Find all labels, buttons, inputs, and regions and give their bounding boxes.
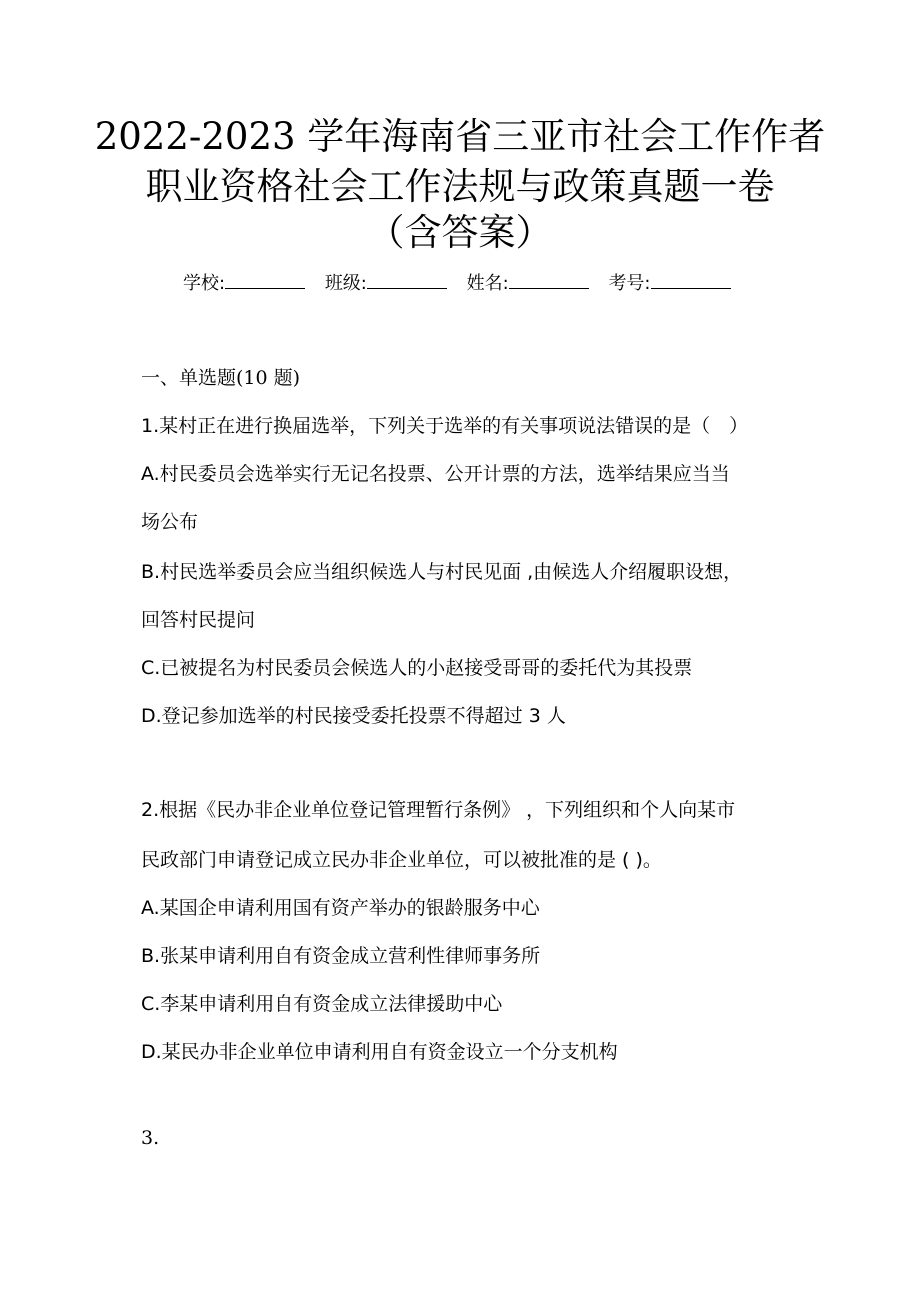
question-1-option-b: B.村民选举委员会应当组织候选人与村民见面 ,由候选人介绍履职设想， [141, 561, 743, 583]
class-blank[interactable] [367, 270, 447, 289]
exam-number-field[interactable] [608, 270, 730, 297]
question-2-stem: 2.根据《民办非企业单位登记管理暂行条例》 ，下列组织和个人向某市 [141, 799, 736, 821]
name-blank[interactable] [509, 270, 589, 289]
class-label: 班级: [324, 273, 367, 294]
exam-number-label: 考号: [608, 273, 651, 294]
document-title-line-1: 2022-2023 学年海南省三亚市社会工作作者 [94, 115, 826, 158]
question-2-option-d: D.某民办非企业单位申请利用自有资金设立一个分支机构 [141, 1041, 618, 1063]
name-field[interactable] [467, 270, 589, 297]
question-2-option-c: C.李某申请利用自有资金成立法律援助中心 [141, 993, 503, 1015]
student-info-row [183, 270, 745, 297]
section-heading: 一、单选题(10 题) [141, 367, 301, 389]
name-label: 姓名: [466, 273, 509, 294]
exam-number-blank[interactable] [651, 270, 731, 289]
question-1-option-a-continued: 场公布 [141, 511, 199, 533]
document-title-line-2: 职业资格社会工作法规与政策真题一卷 [145, 165, 775, 208]
class-field[interactable] [325, 270, 447, 297]
school-field[interactable] [183, 270, 305, 297]
question-2-option-a: A.某国企申请利用国有资产举办的银龄服务中心 [141, 897, 540, 919]
school-label: 学校: [183, 273, 226, 294]
question-1-option-a: A.村民委员会选举实行无记名投票、公开计票的方法，选举结果应当当 [141, 463, 730, 485]
question-1-option-c: C.已被提名为村民委员会候选人的小赵接受哥哥的委托代为其投票 [141, 657, 693, 679]
question-1-option-d: D.登记参加选举的村民接受委托投票不得超过 3 人 [141, 705, 566, 727]
question-2-option-b: B.张某申请利用自有资金成立营利性律师事务所 [141, 945, 541, 967]
question-1-option-b-continued: 回答村民提问 [141, 609, 256, 631]
question-3-number: 3. [141, 1127, 160, 1149]
document-title-line-3: （含答案） [367, 211, 553, 254]
question-1-stem: 1.某村正在进行换届选举，下列关于选举的有关事项说法错误的是（ ） [141, 415, 749, 437]
school-blank[interactable] [225, 270, 305, 289]
question-2-stem-continued: 民政部门申请登记成立民办非企业单位，可以被批准的是 ( )。 [141, 849, 662, 871]
